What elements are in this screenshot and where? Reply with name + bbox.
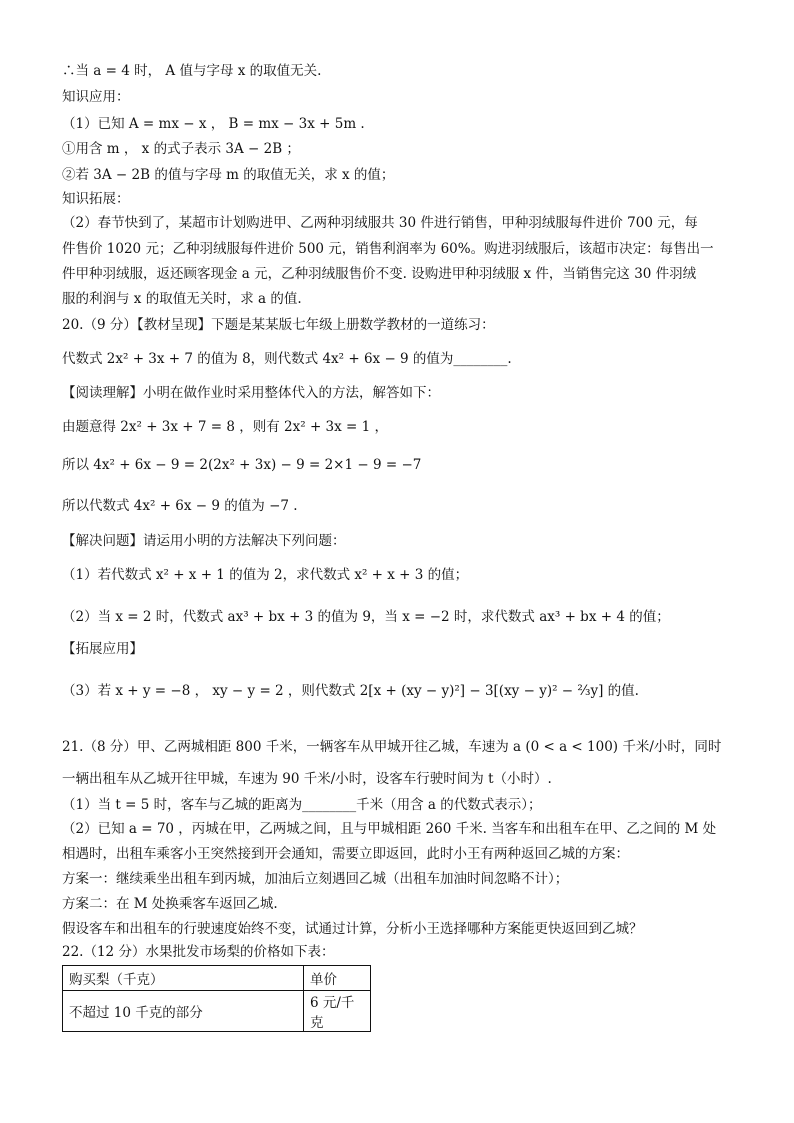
- section-heading: 【拓展应用】: [62, 641, 143, 657]
- text-line: 【阅读理解】小明在做作业时采用整体代入的方法，解答如下：: [62, 385, 440, 401]
- text-line: 假设客车和出租车的行驶速度始终不变，试通过计算，分析小王选择哪种方案能更快返回到乙城？: [62, 921, 643, 937]
- table-header-row: [63, 966, 371, 991]
- text-line: 方案一：继续乘坐出租车到丙城，加油后立刻遇回乙城（出租车加油时间忽略不计）；: [62, 871, 569, 887]
- section-heading: 知识应用：: [62, 89, 130, 105]
- text-line: 代数式 2x² + 3x + 7 的值为 8，则代数式 4x² + 6x − 9 的值为________.: [62, 351, 512, 367]
- text-line: 【解决问题】请运用小明的方法解决下列问题：: [62, 533, 346, 549]
- question-title: 20.（9 分）【教材呈现】下题是某某版七年级上册数学教材的一道练习：: [62, 317, 495, 333]
- text-line: （2）已知 a = 70 ，丙城在甲，乙两城之间，且与甲城相距 260 千米. 当客车和出租车在甲、乙之间的 M 处: [62, 821, 717, 837]
- question-title: 21.（8 分）甲、乙两城相距 800 千米，一辆客车从甲城开往乙城，车速为 a (0 < a < 100) 千米/小时，同时: [62, 739, 722, 755]
- text-line: 一辆出租车从乙城开往甲城，车速为 90 千米/小时，设客车行驶时间为 t（小时）.: [62, 771, 552, 787]
- text-line: 所以 4x² + 6x − 9 = 2(2x² + 3x) − 9 = 2×1 − 9 = −7: [62, 457, 422, 473]
- text-line: 件甲种羽绒服，返还顾客现金 a 元，乙种羽绒服售价不变. 设购进甲种羽绒服 x 件，当销售完这 30 件羽绒: [62, 266, 697, 282]
- text-line: ②若 3A − 2B 的值与字母 m 的取值无关，求 x 的值；: [62, 167, 395, 183]
- text-line: （2）春节快到了，某超市计划购进甲、乙两种羽绒服共 30 件进行销售，甲种羽绒服每件进价 700 元，每: [62, 215, 698, 231]
- text-line: （1）若代数式 x² + x + 1 的值为 2，求代数式 x² + x + 3 的值；: [62, 567, 469, 583]
- text-line: （1）当 t = 5 时，客车与乙城的距离为________千米（用含 a 的代数式表示）；: [62, 797, 542, 813]
- table-header-cell: 单价: [304, 966, 371, 991]
- text-line: ①用含 m ， x 的式子表示 3A − 2B ；: [62, 141, 300, 157]
- price-table: [62, 965, 371, 1032]
- text-line: 所以代数式 4x² + 6x − 9 的值为 −7 .: [62, 498, 298, 514]
- text-line: 相遇时，出租车乘客小王突然接到开会通知，需要立即返回，此时小王有两种返回乙城的方案：: [62, 846, 629, 862]
- text-line: 方案二：在 M 处换乘客车返回乙城.: [62, 896, 278, 912]
- text-line: （1）已知 A = mx − x ， B = mx − 3x + 5m .: [62, 116, 365, 132]
- text-line: （2）当 x = 2 时，代数式 ax³ + bx + 3 的值为 9，当 x = −2 时，求代数式 ax³ + bx + 4 的值；: [62, 609, 670, 625]
- question-title: 22.（12 分）水果批发市场梨的价格如下表：: [62, 944, 335, 960]
- table-row: [63, 991, 371, 1032]
- table-cell: 不超过 10 千克的部分: [63, 991, 304, 1032]
- text-line: 由题意得 2x² + 3x + 7 = 8 ，则有 2x² + 3x = 1 ，: [62, 419, 389, 435]
- table-cell: 6 元/千克: [304, 991, 371, 1032]
- text-line: ∴当 a = 4 时， A 值与字母 x 的取值无关.: [62, 63, 322, 79]
- text-line: （3）若 x + y = −8 ， xy − y = 2 ，则代数式 2[x + (xy − y)²] − 3[(xy − y)² − ⅔y] 的值.: [62, 683, 639, 699]
- section-heading: 知识拓展：: [62, 191, 130, 207]
- table-header-cell: 购买梨（千克）: [63, 966, 304, 991]
- text-line: 服的利润与 x 的取值无关时，求 a 的值.: [62, 291, 302, 307]
- text-line: 件售价 1020 元；乙种羽绒服每件进价 500 元，销售利润率为 60%。购进羽绒服后，该超市决定：每售出一: [62, 241, 714, 257]
